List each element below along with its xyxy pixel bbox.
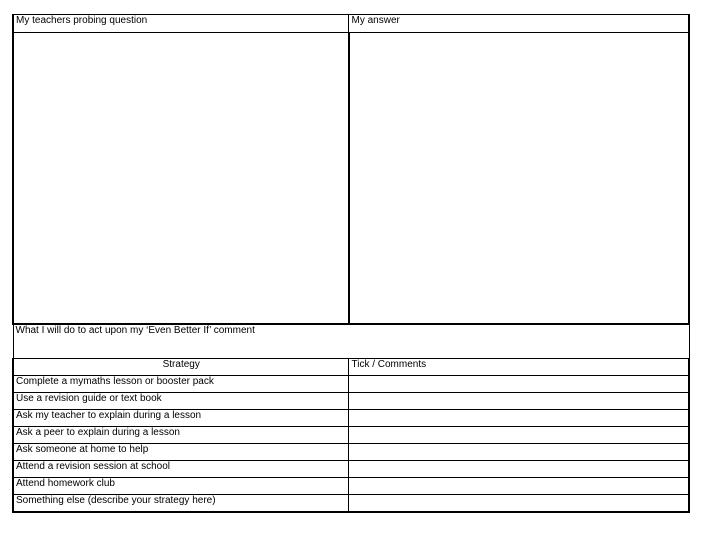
strategy-option-label: Something else (describe your strategy here)	[13, 495, 349, 513]
tick-comment-cell[interactable]	[349, 410, 689, 427]
tick-comment-cell[interactable]	[349, 393, 689, 410]
strategy-option-row	[13, 427, 689, 444]
strategy-option-label: Complete a mymaths lesson or booster pack	[13, 376, 349, 393]
tick-comment-cell[interactable]	[349, 478, 689, 495]
answer-header: My answer	[349, 15, 689, 33]
answer-cell[interactable]	[349, 33, 689, 325]
strategy-option-row	[13, 393, 689, 410]
tick-comment-cell[interactable]	[349, 427, 689, 444]
tick-comment-cell[interactable]	[349, 461, 689, 478]
strategy-option-label: Ask someone at home to help	[13, 444, 349, 461]
ebi-row	[13, 324, 689, 359]
worksheet	[12, 14, 690, 524]
strategy-option-row	[13, 478, 689, 495]
tick-comment-cell[interactable]	[349, 376, 689, 393]
header-row	[13, 15, 689, 33]
strategy-option-label: Use a revision guide or text book	[13, 393, 349, 410]
ebi-label: What I will do to act upon my ‘Even Better If’ comment	[13, 324, 689, 359]
strategy-option-row	[13, 461, 689, 478]
tick-comments-header: Tick / Comments	[349, 359, 689, 376]
tick-comment-cell[interactable]	[349, 444, 689, 461]
strategy-option-label: Ask my teacher to explain during a lesson	[13, 410, 349, 427]
response-row	[13, 33, 689, 325]
strategy-option-label: Attend a revision session at school	[13, 461, 349, 478]
strategy-option-label: Attend homework club	[13, 478, 349, 495]
strategy-option-row	[13, 444, 689, 461]
strategy-header: Strategy	[13, 359, 349, 376]
strategy-option-row	[13, 495, 689, 513]
tick-comment-cell[interactable]	[349, 495, 689, 513]
strategy-option-row	[13, 410, 689, 427]
strategy-option-row	[13, 376, 689, 393]
question-header: My teachers probing question	[13, 15, 349, 33]
question-cell[interactable]	[13, 33, 349, 325]
strategy-option-label: Ask a peer to explain during a lesson	[13, 427, 349, 444]
worksheet-table	[12, 14, 690, 513]
strategy-header-row	[13, 359, 689, 376]
